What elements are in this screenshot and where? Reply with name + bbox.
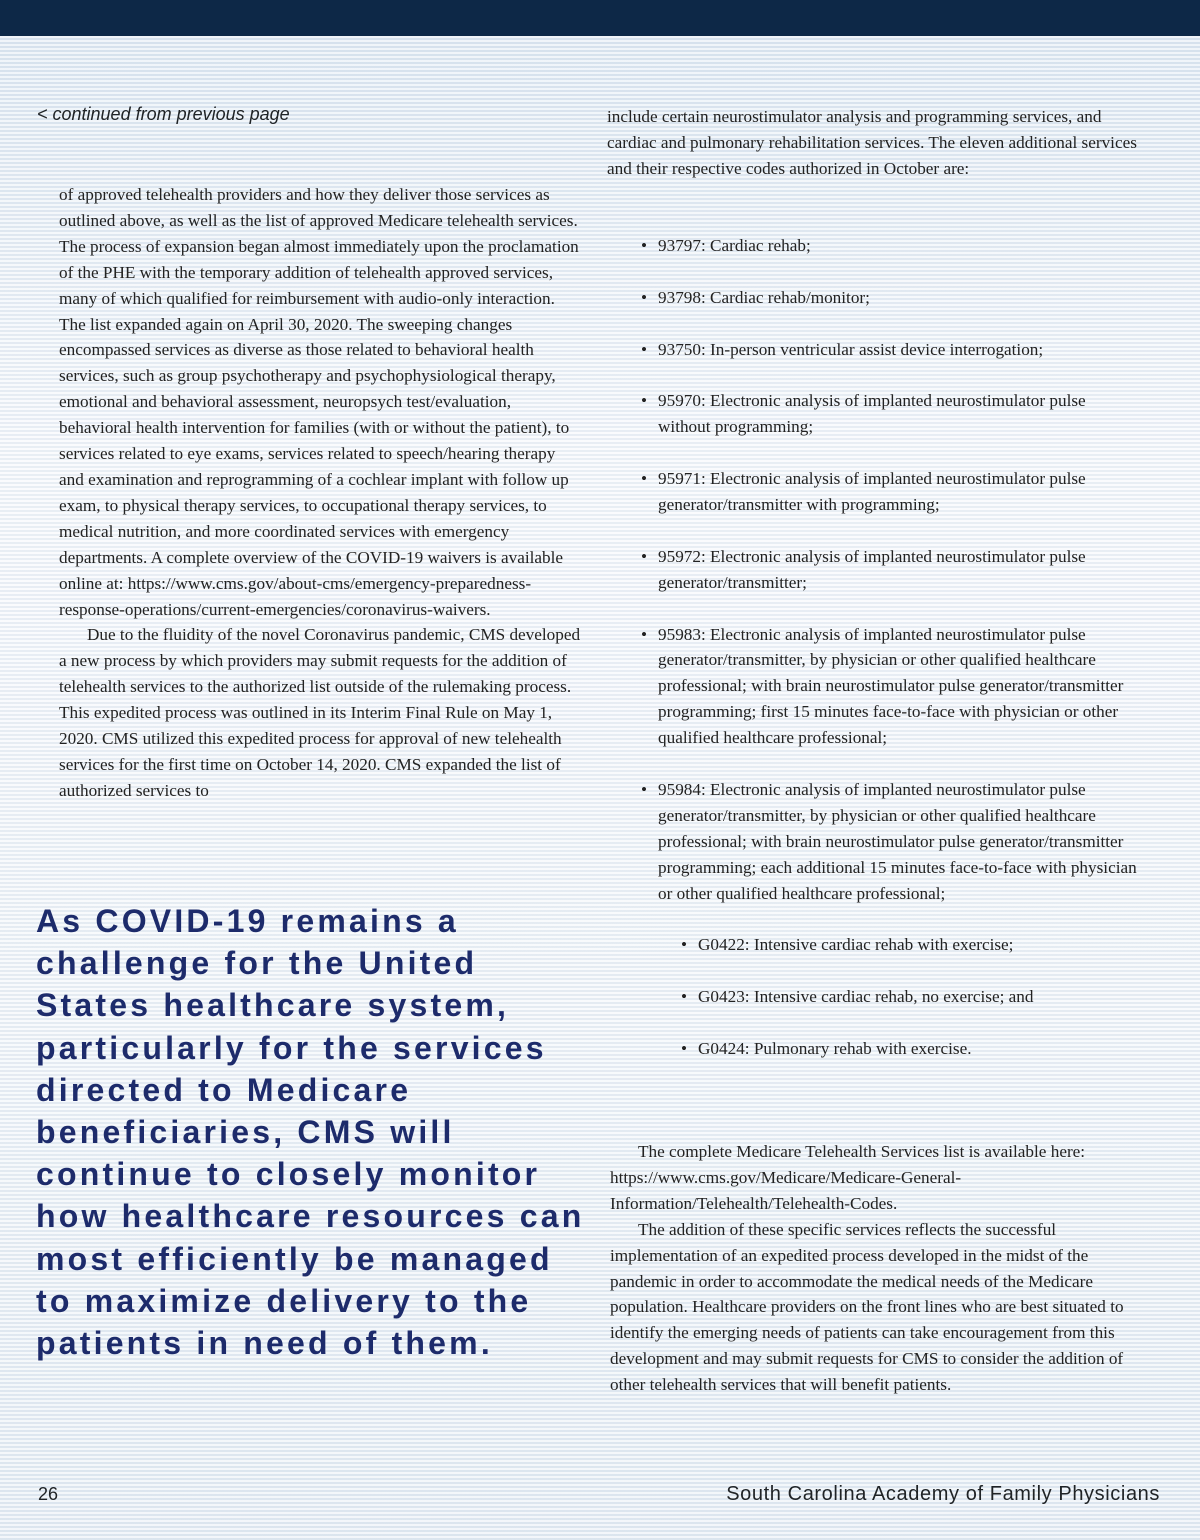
- list-item: [641, 622, 1141, 752]
- code-item-text: 95983: Electronic analysis of implanted neurostimulator pulse generator/transmitter, by physician or other qualified healthcare professional; with brain neurostimulator pulse generator/transmitter programming; first 15 minutes face-to-face with physician or other qualified healthcare professional;: [658, 624, 1124, 748]
- list-item: [641, 388, 1141, 440]
- bullet-icon: •: [681, 935, 688, 955]
- sub-code-item-text: G0423: Intensive cardiac rehab, no exercise; and: [698, 987, 1034, 1007]
- bullet-icon: •: [641, 779, 648, 799]
- sub-list-item: [681, 984, 1141, 1010]
- left-paragraph-2: Due to the fluidity of the novel Coronavirus pandemic, CMS developed a new process by which providers may submit requests for the addition of telehealth services to the authorized list outside of the rulemaking process. This expedited process was outlined in its Interim Final Rule on May 1, 2020. CMS utilized this expedited process for approval of new telehealth services for the first time on October 14, 2020. CMS expanded the list of authorized services to: [59, 625, 581, 800]
- page-number: 26: [38, 1484, 59, 1504]
- right-column-closing: [610, 1139, 1140, 1398]
- list-item: [641, 285, 1141, 311]
- list-item: [641, 466, 1141, 518]
- code-item-text: 95970: Electronic analysis of implanted neurostimulator pulse without programming;: [658, 391, 1086, 437]
- authorized-codes-list: [641, 233, 1141, 1088]
- code-item-text: 95972: Electronic analysis of implanted neurostimulator pulse generator/transmitter;: [658, 546, 1086, 592]
- list-item: [641, 544, 1141, 596]
- code-item-text: 93797: Cardiac rehab;: [658, 236, 811, 255]
- list-item: [641, 777, 1141, 907]
- footer-organization-name: South Carolina Academy of Family Physicians: [726, 1483, 1160, 1505]
- sub-list-item: [681, 1036, 1141, 1062]
- pull-quote: As COVID-19 remains a challenge for the United States healthcare system, particularly for the services directed to Medicare beneficiaries, CMS will continue to closely monitor how healthcare resources can most efficiently be managed to maximize delivery to the patients in need of them.: [36, 903, 585, 1362]
- list-item: [641, 337, 1141, 363]
- top-banner-bar: [0, 0, 1200, 36]
- left-column-body: [59, 182, 583, 804]
- list-item: [641, 233, 1141, 259]
- sub-list-item: [681, 932, 1141, 958]
- bullet-icon: •: [681, 1038, 688, 1058]
- bullet-icon: •: [641, 546, 648, 566]
- code-item-text: 93798: Cardiac rehab/monitor;: [658, 287, 870, 307]
- bullet-icon: •: [641, 624, 648, 644]
- bullet-icon: •: [641, 391, 648, 411]
- bullet-icon: •: [641, 236, 648, 255]
- closing-paragraph-2: The addition of these specific services reflects the successful implementation of an expedited process developed in the midst of the pandemic in order to accommodate the medical needs of the Medicare population. Healthcare providers on the front lines who are best situated to identify the emerging needs of patients can take encouragement from this development and may submit requests for CMS to consider the addition of other telehealth services that will benefit patients.: [610, 1219, 1124, 1395]
- bullet-icon: •: [641, 339, 648, 359]
- bullet-icon: •: [681, 987, 688, 1007]
- closing-paragraph-1: The complete Medicare Telehealth Services list is available here: https://www.cms.gov/Medicare/Medicare-General-Information/Telehealth/Telehealth-Codes.: [610, 1142, 1086, 1213]
- code-item-text: 93750: In-person ventricular assist device interrogation;: [658, 339, 1044, 359]
- bullet-icon: •: [641, 469, 648, 489]
- sub-code-item-text: G0424: Pulmonary rehab with exercise.: [698, 1038, 972, 1058]
- code-item-text: 95971: Electronic analysis of implanted neurostimulator pulse generator/transmitter with programming;: [658, 469, 1086, 514]
- right-column-intro: include certain neurostimulator analysis and programming services, and cardiac and pulmonary rehabilitation services. The eleven additional services and their respective codes authorized in October are:: [607, 107, 1137, 178]
- bullet-icon: •: [641, 287, 648, 307]
- continued-from-previous-label: < continued from previous page: [37, 104, 290, 124]
- code-item-text: 95984: Electronic analysis of implanted neurostimulator pulse generator/transmitter, by physician or other qualified healthcare professional; with brain neurostimulator pulse generator/transmitter programming; each additional 15 minutes face-to-face with physician or other qualified healthcare professional;: [658, 779, 1137, 903]
- sub-code-item-text: G0422: Intensive cardiac rehab with exercise;: [698, 935, 1014, 955]
- left-paragraph-1: of approved telehealth providers and how they deliver those services as outlined above, as well as the list of approved Medicare telehealth services. The process of expansion began almost immediately upon the proclamation of the PHE with the temporary addition of telehealth approved services, many of which qualified for reimbursement with audio-only interaction. The list expanded again on April 30, 2020. The sweeping changes encompassed services as diverse as those related to behavioral health services, such as group psychotherapy and psychophysiological therapy, emotional and behavioral assessment, neuropsych test/evaluation, behavioral health intervention for families (with or without the patient), to services related to eye exams, services related to speech/hearing therapy and examination and reprogramming of a cochlear implant with follow up exam, to physical therapy services, to occupational therapy services, to medical nutrition, and more coordinated services with emergency departments. A complete overview of the COVID-19 waivers is available online at: https://www.cms.gov/about-cms/emergency-preparedness-response-operations/current-emergencies/coronavirus-waivers.: [59, 185, 579, 619]
